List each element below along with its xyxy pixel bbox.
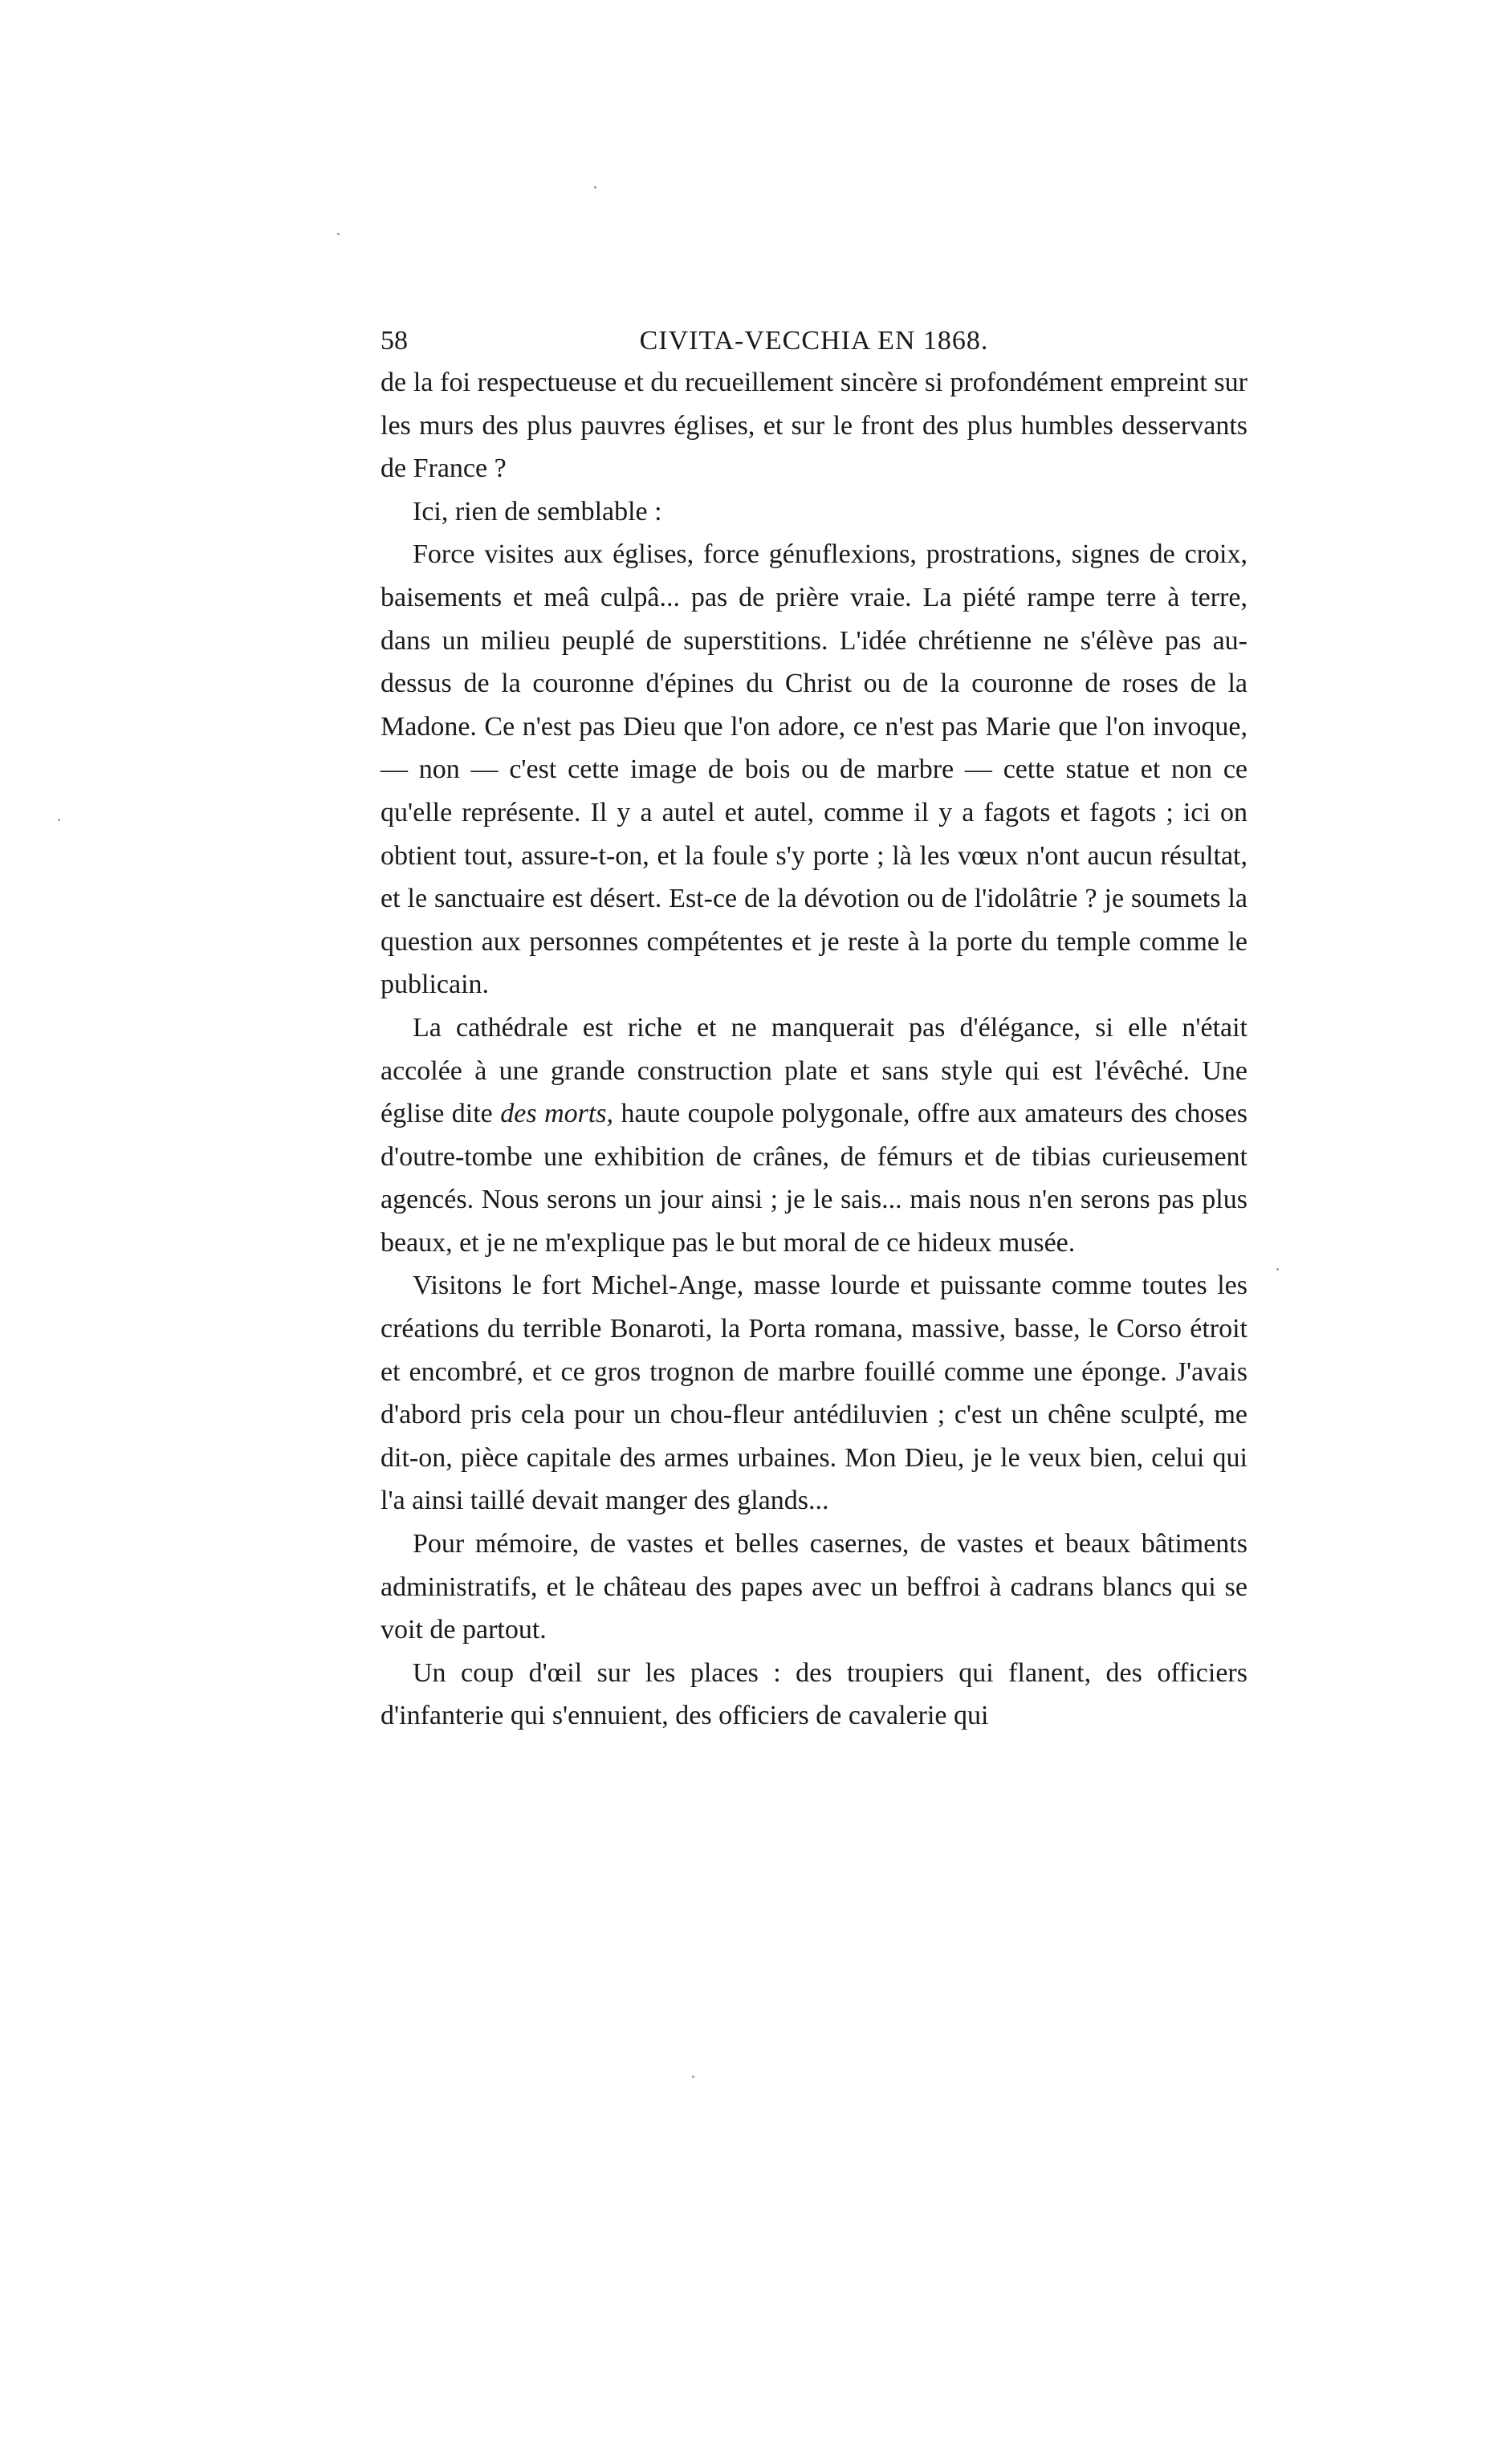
paper-speck xyxy=(1276,1268,1279,1271)
paragraph-visitons: Visitons le fort Michel-Ange, masse lourde et puissante comme toutes les créations du terrible Bonaroti, la Porta romana, massive, basse, le Corso étroit et encombré, et ce gros trognon de marbre fouillé comme une éponge. J'avais d'abord pris cela pour un chou-fleur antédiluvien ; c'est un chêne sculpté, me dit-on, pièce capitale des armes urbaines. Mon Dieu, je le veux bien, celui qui l'a ainsi taillé devait manger des glands... xyxy=(381,1271,1247,1516)
running-title: CIVITA-VECCHIA EN 1868. xyxy=(639,326,989,356)
paragraph-force-visites: Force visites aux églises, force génuflexions, prostrations, signes de croix, baisements et meâ culpâ... pas de prière vraie. La piété rampe terre à terre, dans un milieu peuplé de superstitions. L'idée chrétienne ne s'élève pas au-dessus de la couronne d'épines du Christ ou de la couronne de roses de la Madone. Ce n'est pas Dieu que l'on adore, ce n'est pas Marie que l'on invoque, — non — c'est cette image de bois ou de marbre — cette statue et non ce qu'elle représente. Il y a autel et autel, comme il y a fagots et fagots ; ici on obtient tout, assure-t-on, et la foule s'y porte ; là les vœux n'ont aucun résultat, et le sanctuaire est désert. Est-ce de la dévotion ou de l'idolâtrie ? je soumets la question aux personnes compétentes et je reste à la porte du temple comme le publicain. xyxy=(381,539,1247,1000)
paragraph-cathedrale xyxy=(381,1006,1247,1265)
running-header xyxy=(381,321,1247,361)
paper-speck xyxy=(594,186,596,189)
paragraph-coup-d-oeil: Un coup d'œil sur les places : des troupiers qui flanent, des officiers d'infanterie qui s'ennuient, des officiers de cavalerie qui xyxy=(381,1657,1247,1731)
paper-speck xyxy=(58,819,60,821)
paragraph-cathedrale-part-2: haute coupole polygonale, offre aux amateurs des choses d'outre-tombe une exhibition de crânes, de fémurs et de tibias curieusement agencés. Nous serons un jour ainsi ; je le sais... mais nous n'en serons pas plus beaux, et je ne m'explique pas le but moral de ce hideux musée. xyxy=(381,1099,1247,1258)
paper-speck xyxy=(337,233,340,235)
paragraph-pour-memoire: Pour mémoire, de vastes et belles casernes, de vastes et beaux bâtiments administratifs, et le château des papes avec un beffroi à cadrans blancs qui se voit de partout. xyxy=(381,1529,1247,1645)
text-column xyxy=(381,321,1247,1738)
paragraph-cathedrale-part-1: La cathédrale est riche et ne manquerait pas d'élégance, si elle n'était accolée à une grande construction plate et sans style qui est l'évêché. Une église dite xyxy=(381,1012,1247,1129)
page-number: 58 xyxy=(381,326,408,356)
paragraph-continuation: de la foi respectueuse et du recueillement sincère si profondément empreint sur les murs des plus pauvres églises, et sur le front des plus humbles desservants de France ? xyxy=(381,368,1247,484)
paragraph-ici: Ici, rien de semblable : xyxy=(413,496,662,527)
paper-speck xyxy=(692,2076,694,2078)
italic-des-morts: des morts, xyxy=(500,1099,614,1129)
